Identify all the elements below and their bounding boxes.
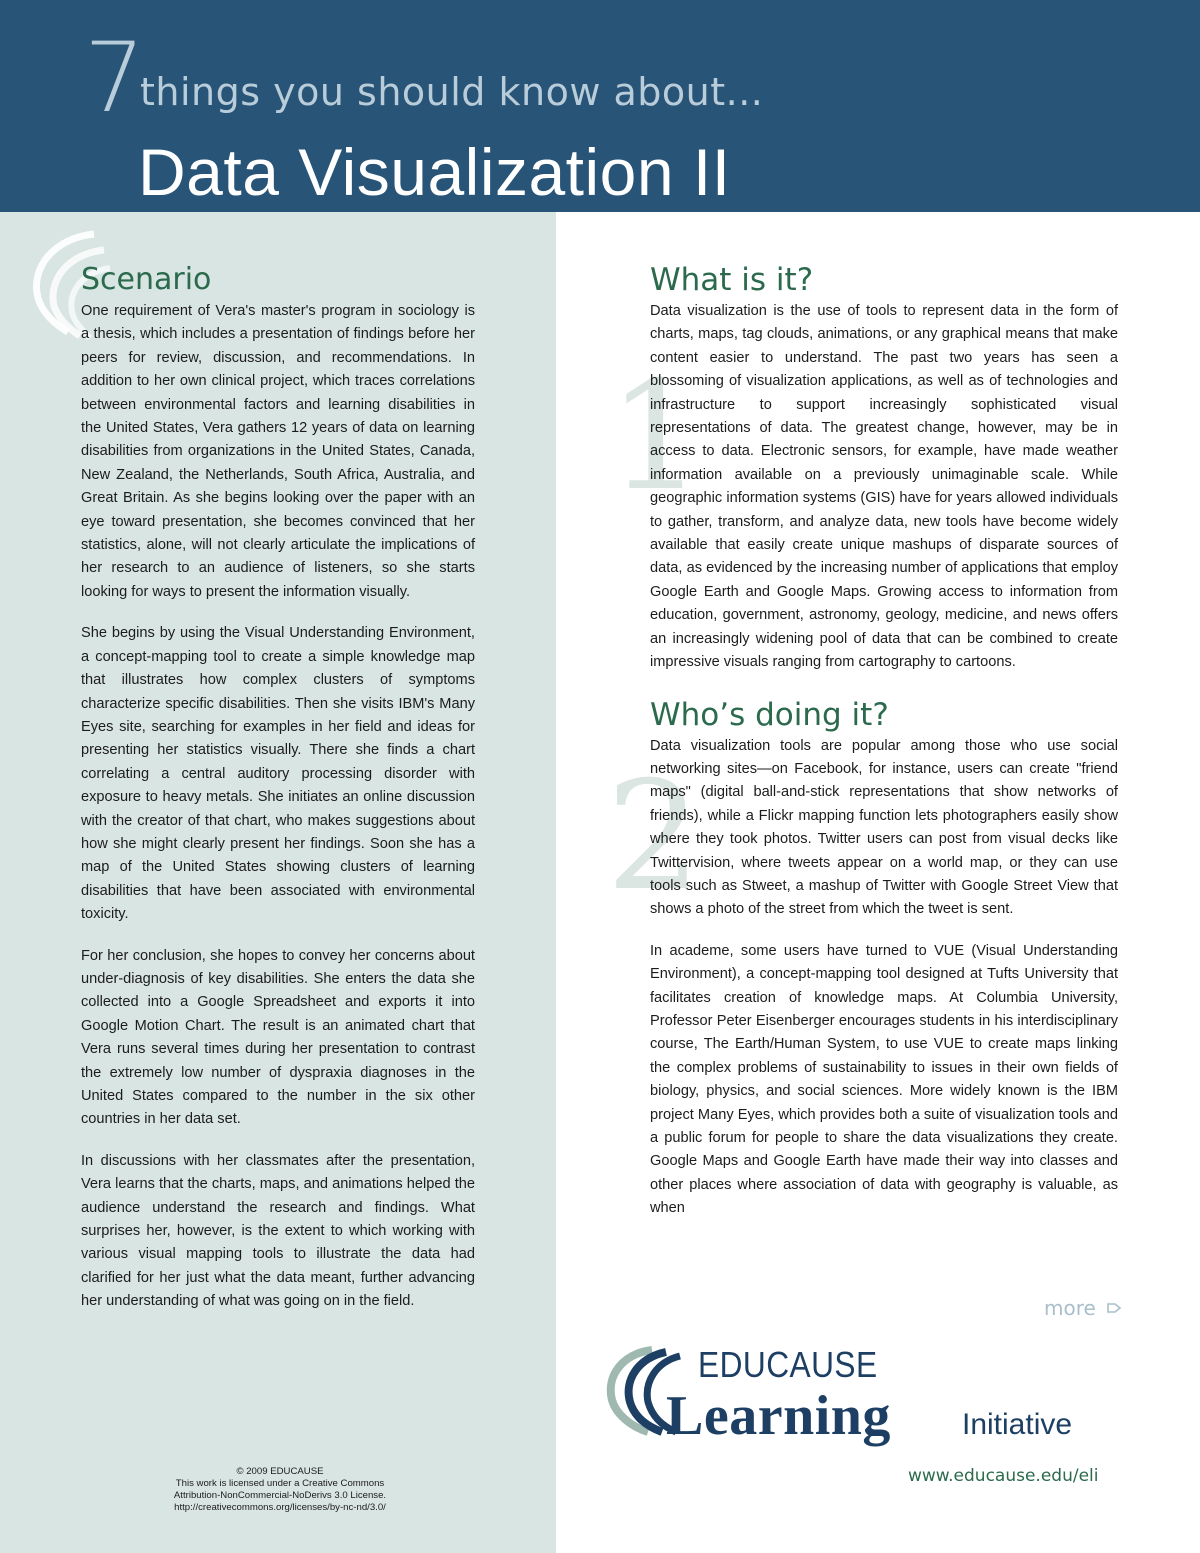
what-is-it-paragraph: Data visualization is the use of tools to represent data in the form of charts, maps, tag clouds, animations, or any graphical means that make content easier to understand. The past two years has seen a blossoming of visualization applications, as well as of technologies and infrastructure to support increasingly sophisticated visual representations of data. The greatest change, however, may be in access to data. Electronic sensors, for example, have made weather information available on a previously unimaginable scale. While geographic information systems (GIS) have for years allowed individuals to gather, transform, and analyze data, new tools have become widely available that easily create unique mashups of disparate sources of data, as evidenced by the increasing number of applications that employ Google Earth and Google Maps. Growing access to information from education, government, astronomy, geology, medicine, and news offers an increasingly widening pool of data that can be combined to create impressive visuals ranging from cartography to cartoons. — [650, 303, 1118, 671]
whos-doing-it-paragraph: Data visualization tools are popular among those who use social networking sites—on Facebook, for instance, users can create "friend maps" (digital ball-and-stick representations that show networks of friends), while a Flickr mapping function lets photographers easily show where they took photos. Twitter users can post from visual decks like Twittervision, where tweets appear on a world map, or they can use tools such as Stweet, a mashup of Twitter with Google Street View that shows a photo of the street from which the tweet is sent. — [650, 737, 1118, 918]
copyright-line: This work is licensed under a Creative Commons — [175, 1478, 385, 1489]
logo-initiative-text: Initiative — [962, 1408, 1073, 1441]
content-column — [650, 262, 1118, 1221]
section-number-2: 2 — [606, 750, 702, 924]
scenario-paragraph: One requirement of Vera's master's program in sociology is a thesis, which includes a presentation of findings before her peers for review, discussion, and recommendations. In addition to her own clinical project, which traces correlations between environmental factors and learning disabilities in the United States, Vera gathers 12 years of data on learning disabilities from organizations in the United States, Canada, New Zealand, the Netherlands, South Africa, Australia, and Great Britain. As she begins looking over the paper with an eye toward presentation, she becomes convinced that her statistics, alone, will not clearly articulate the implications of her research to an audience of listeners, so she starts looking for ways to present the information visually. — [81, 303, 475, 600]
scenario-paragraph: She begins by using the Visual Understanding Environment, a concept-mapping tool to create a simple knowledge map that illustrates how complex clusters of symptoms characterize specific disabilities. Then she visits IBM's Many Eyes site, searching for examples in her field and ideas for presenting her statistics visually. There she finds a chart correlating a central auditory processing disorder with exposure to heavy metals. She initiates an online discussion with the creator of that chart, who makes suggestions about how she might clearly present her findings. Soon she has a map of the United States showing clusters of learning disabilities that have been associated with environmental toxicity. — [81, 625, 475, 923]
scenario-heading: Scenario — [81, 262, 212, 297]
scenario-paragraph: For her conclusion, she hopes to convey her concerns about under-diagnosis of key disabilities. She enters the data she collected into a Google Spreadsheet and exports it into Google Motion Chart. The result is an animated chart that Vera runs several times during her presentation to contrast the extremely low number of dyspraxia diagnoses in the United States compared to the number in the six other countries in her data set. — [81, 947, 475, 1128]
more-link[interactable] — [1044, 1296, 1122, 1320]
scenario-column — [81, 262, 475, 1314]
what-is-it-heading: What is it? — [650, 262, 814, 298]
copyright-line: © 2009 EDUCAUSE — [236, 1466, 324, 1477]
whos-doing-it-heading: Who’s doing it? — [650, 696, 889, 733]
section-number-1: 1 — [608, 350, 704, 524]
website-link[interactable]: www.educause.edu/eli — [908, 1466, 1099, 1486]
more-label: more — [1044, 1296, 1096, 1320]
logo-learning-text: Learning — [666, 1385, 891, 1447]
scenario-paragraph: In discussions with her classmates after the presentation, Vera learns that the charts, maps, and animations helped the audience understand the research and findings. What surprises her, however, is the extent to which working with various visual mapping tools to illustrate the data had clarified for her just what the data meant, further advancing her understanding of what was going on in the field. — [81, 1152, 475, 1310]
header-number: 7 — [84, 22, 146, 134]
copyright-line: Attribution-NonCommercial-NoDerivs 3.0 License. — [173, 1490, 387, 1501]
header-banner — [0, 0, 1200, 212]
arrow-right-icon — [1106, 1296, 1122, 1320]
logo-educause-text: EDUCAUSE — [698, 1344, 878, 1385]
educause-logo — [604, 1342, 1124, 1452]
copyright-line[interactable]: http://creativecommons.org/licenses/by-nc-nd/3.0/ — [174, 1502, 386, 1513]
header-subtitle: things you should know about... — [140, 70, 764, 114]
page-title: Data Visualization II — [138, 135, 731, 209]
whos-doing-it-paragraph: In academe, some users have turned to VUE (Visual Understanding Environment), a concept-mapping tool designed at Tufts University that facilitates creation of knowledge maps. At Columbia University, Professor Peter Eisenberger encourages students in his interdisciplinary course, The Earth/Human System, to use VUE to create maps linking the complex problems of sustainability to issues in their own fields of biology, physics, and social sciences. More widely known is the IBM project Many Eyes, which provides both a suite of visualization tools and a public forum for people to share the data visualizations they create. Google Maps and Google Earth have made their way into classes and other places where association of data with geography is valuable, as when — [650, 942, 1118, 1217]
copyright-notice — [120, 1466, 440, 1514]
